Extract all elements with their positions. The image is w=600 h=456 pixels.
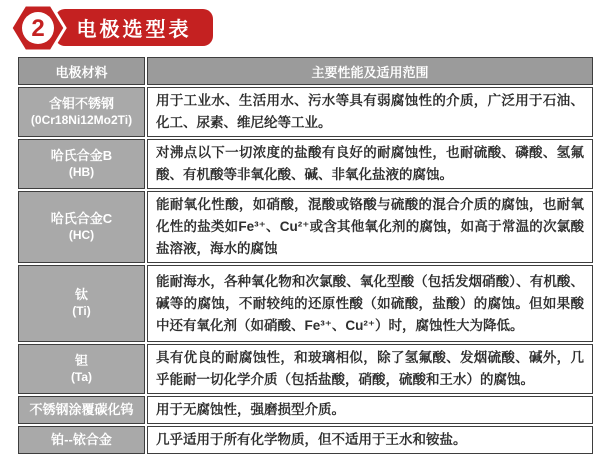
electrode-selection-table xyxy=(16,55,595,456)
table-row xyxy=(18,265,593,342)
description-cell: 具有优良的耐腐蚀性，和玻璃相似，除了氢氟酸、发烟硫酸、碱外，几乎能耐一切化学介质（包括盐酸，硝酸，硫酸和王水）的腐蚀。 xyxy=(147,344,593,394)
section-badge xyxy=(9,2,67,59)
table-body xyxy=(18,87,593,454)
table-row xyxy=(18,191,593,263)
table-row xyxy=(18,344,593,394)
column-header-performance: 主要性能及适用范围 xyxy=(147,57,593,85)
material-code: (HB) xyxy=(68,164,95,179)
material-cell xyxy=(18,87,145,137)
description-cell: 对沸点以下一切浓度的盐酸有良好的耐腐蚀性，也耐硫酸、磷酸、氢氟酸、有机酸等非氧化酸、碱、非氧化盐液的腐蚀。 xyxy=(147,139,593,189)
table-row xyxy=(18,426,593,454)
table-header xyxy=(18,57,593,85)
material-name: 钛 xyxy=(74,287,88,303)
description-cell: 几乎适用于所有化学物质，但不适用于王水和铵盐。 xyxy=(147,426,593,454)
table-row xyxy=(18,87,593,137)
badge-number: 2 xyxy=(31,15,45,42)
description-cell: 用于无腐蚀性，强磨损型介质。 xyxy=(147,396,593,424)
description-cell: 能耐海水，各种氧化物和次氯酸、氧化型酸（包括发烟硝酸）、有机酸、碱等的腐蚀，不耐较纯的还原性酸（如硫酸，盐酸）的腐蚀。但如果酸中还有氧化剂（如硝酸、Fe³⁺、Cu²⁺）时，腐蚀性大为降低。 xyxy=(147,265,593,342)
section-title-banner xyxy=(55,9,213,46)
material-name: 不锈钢涂覆碳化钨 xyxy=(29,401,134,417)
column-header-material: 电极材料 xyxy=(18,57,145,85)
table-row xyxy=(18,139,593,189)
material-name: 铂--铱合金 xyxy=(51,431,112,447)
description-cell: 能耐氧化性酸，如硝酸，混酸或铬酸与硫酸的混合介质的腐蚀，也耐氧化性的盐类如Fe³⁺、Cu²⁺或含其他氧化剂的腐蚀，如高于常温的次氯酸盐溶液，海水的腐蚀 xyxy=(147,191,593,263)
material-code: (Ta) xyxy=(70,369,93,384)
material-code: (Ti) xyxy=(72,304,91,319)
material-code: (0Cr18Ni12Mo2Ti) xyxy=(30,112,133,127)
material-name: 哈氏合金C xyxy=(50,210,113,226)
material-name: 含钼不锈钢 xyxy=(48,95,114,111)
material-name: 钽 xyxy=(74,352,88,368)
material-cell xyxy=(18,265,145,342)
material-cell xyxy=(18,139,145,189)
hexagon-badge-icon xyxy=(9,2,67,54)
material-cell xyxy=(18,426,145,454)
table-row xyxy=(18,396,593,424)
header-row xyxy=(18,57,593,85)
description-cell: 用于工业水、生活用水、污水等具有弱腐蚀性的介质，广泛用于石油、化工、尿素、维尼纶等工业。 xyxy=(147,87,593,137)
material-cell xyxy=(18,344,145,394)
material-cell xyxy=(18,191,145,263)
material-name: 哈氏合金B xyxy=(50,147,113,163)
page-title: 电极选型表 xyxy=(76,19,192,41)
material-cell xyxy=(18,396,145,424)
material-code: (HC) xyxy=(68,227,95,242)
